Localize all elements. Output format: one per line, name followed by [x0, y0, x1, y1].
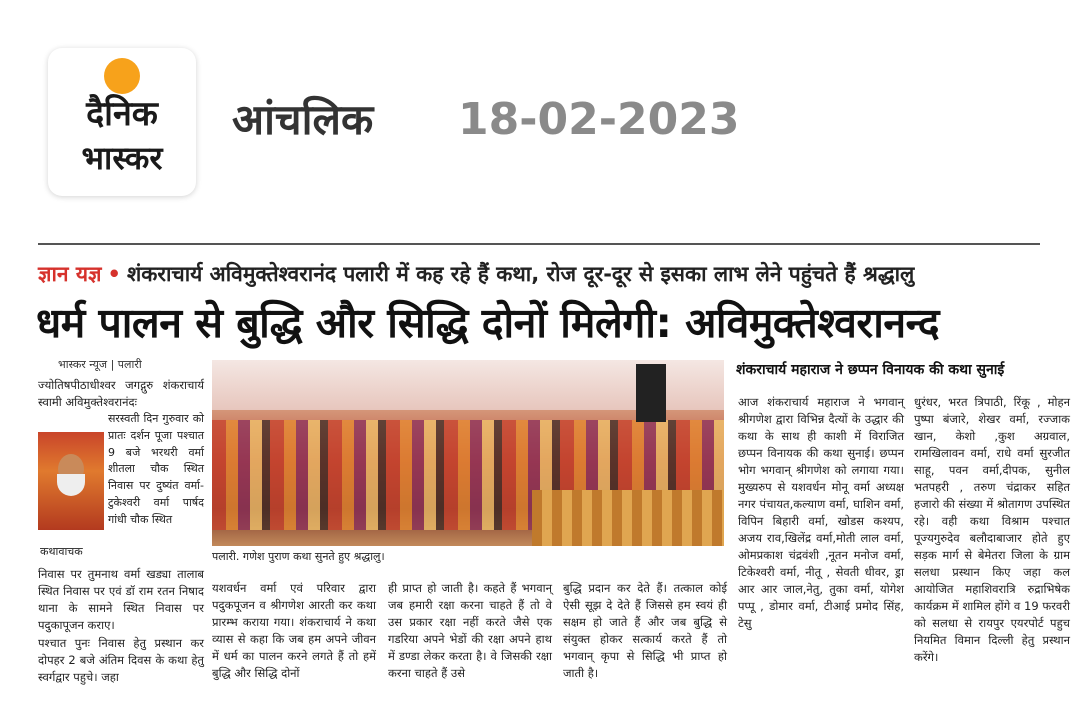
- offering-pots-shape: [532, 490, 724, 546]
- kicker-tag: ज्ञान यज्ञ: [38, 262, 102, 286]
- section-title: आंचलिक: [232, 95, 374, 144]
- kicker-bullet: •: [107, 262, 121, 286]
- kicker-text: शंकराचार्य अविमुक्तेश्वरानंद पलारी में कह रहे हैं कथा, रोज दूर-दूर से इसका लाभ लेने पहुंचते हैं श्रद्धालु: [126, 262, 915, 286]
- loudspeaker-shape: [636, 364, 666, 422]
- col1-wrap-text: सरस्वती दिन गुरुवार को प्रातः दर्शन पूजा पश्चात 9 बजे भरथरी वर्मा शीतला चौक स्थित निवास पर दुष्यंत वर्मा-टुकेश्वरी वर्मा पार्षद गांधी चौक स्थित: [108, 412, 204, 526]
- devotees-photo: [212, 360, 724, 546]
- byline: भास्कर न्यूज | पलारी: [58, 358, 142, 371]
- col3-text: ही प्राप्त हो जाती है। कहते हैं भगवान् जब हमारी रक्षा करना चाहते हैं तो वे उस प्रकार रक्षा नहीं करते जैसे एक गडरिया अपने भेडों की रक्षा अपने हाथ में डण्डा लेकर करता है। वे जिसकी रक्षा करना चाहते हैं उसे: [388, 581, 552, 680]
- col1-top-text: ज्योतिषपीठाधीश्वर जगद्गुरु शंकराचार्य स्वामी अविमुक्तेश्वरानंदः: [38, 378, 204, 409]
- photo-caption: पलारी. गणेश पुराण कथा सुनते हुए श्रद्धालु।: [212, 550, 385, 563]
- col2-text: यशवर्धन वर्मा एवं परिवार द्वारा पदुकपूजन व श्रीगणेश आरती कर कथा प्रारम्भ कराया गया। शंकराचार्य ने कथा व्यास से कहा कि जब हम अपने जीवन में धर्म का पालन करने लगते हैं तो हमें बुद्धि और सिद्धि दोनों: [212, 581, 376, 680]
- kicker-line: [38, 256, 914, 292]
- speaker-photo-caption: कथावाचक: [40, 545, 83, 558]
- logo-text-line1: दैनिक: [86, 94, 158, 134]
- dainik-bhaskar-logo: [48, 48, 196, 196]
- sun-icon: [104, 58, 140, 94]
- edition-date: 18-02-2023: [458, 94, 740, 145]
- article-headline: धर्म पालन से बुद्धि और सिद्धि दोनों मिलेगी: अविमुक्तेश्वरानन्द: [36, 299, 940, 347]
- col1-bottom-text: निवास पर तुमनाथ वर्मा खड्या तालाब स्थित निवास पर एवं डॉ राम रतन निषाद थाना के सामने स्थित निवास पर पदुकापूजन कराए।: [38, 567, 204, 632]
- speaker-photo: [38, 432, 104, 530]
- divider-rule: [38, 243, 1040, 245]
- col6-text: धुरंधर, भरत त्रिपाठी, रिंकू , मोहन पुष्पा बंजारे, शेखर वर्मा, रज्जाक खान, केशो ,कुश अग्रवाल, रामखिलावन वर्मा, राधे वर्मा सुरजीत साहू, पवन वर्मा,दीपक, सुनील भतपहरी , तरुण चंद्राकर सहित हजारो की संख्या में श्रोतागण उपस्थित रहे। वही कथा विश्राम पश्चात पूज्यगुरुदेव बलौदाबाजार होते हुए सड़क मार्ग से बेमेतरा जिला के ग्राम सलधा प्रस्थान किए जहा कल आयोजित महाशिवरात्रि रुद्राभिषेक कार्यक्रम में शामिल होंगे व 19 फरवरी को सलधा से रायपुर एयरपोर्ट पहुच नियमित विमान दिल्ली हेतु प्रस्थान करेंगे।: [914, 395, 1070, 664]
- col4-text: बुद्धि प्रदान कर देते हैं। तत्काल कोई ऐसी सूझ दे देते हैं जिससे हम स्वयं ही सक्षम हो जाते हैं और जब बुद्धि से संयुक्त होकर सत्कार्य करते हैं तो भगवान् कृपा से सिद्धि भी प्राप्त हो जाती है।: [563, 581, 727, 680]
- col1-bottom-text-2: पश्चात पुनः निवास हेतु प्रस्थान कर दोपहर 2 बजे अंतिम दिवस के कथा हेतु स्वर्गद्वार पहुचे। जहा: [38, 636, 204, 684]
- beard-shape: [57, 474, 85, 496]
- subhead: शंकराचार्य महाराज ने छप्पन विनायक की कथा सुनाई: [736, 362, 1005, 378]
- logo-text-line2: भास्कर: [81, 139, 163, 177]
- col5-text: आज शंकराचार्य महाराज ने भगवान् श्रीगणेश द्वारा विभिन्न दैत्यों के उद्धार की कथा के साथ ही काशी में विराजित छप्पन विनायक की कथा सुनाई। छप्पन भोग भगवान् श्रीगणेश को लगाया गया। मुख्यरुप से यशवर्धन मोनू वर्मा अध्यक्ष नगर पंचायत,कल्याण वर्मा, घाशिन वर्मा, विपिन बिहारी वर्मा, खोडस कश्यप, अजय राव,खिलेंद्र वर्मा,मोती लाल वर्मा, ओमप्रकाश चंद्रवंशी ,नूतन मनोज वर्मा, टिकेश्वरी वर्मा, नीतू , सेवती धीवर, ड्रा आर आर जाल,नेतु, तुका वर्मा, योगेश पप्पू , डोमार वर्मा, टीआई प्रमोद सिंह, टेसु: [738, 395, 904, 630]
